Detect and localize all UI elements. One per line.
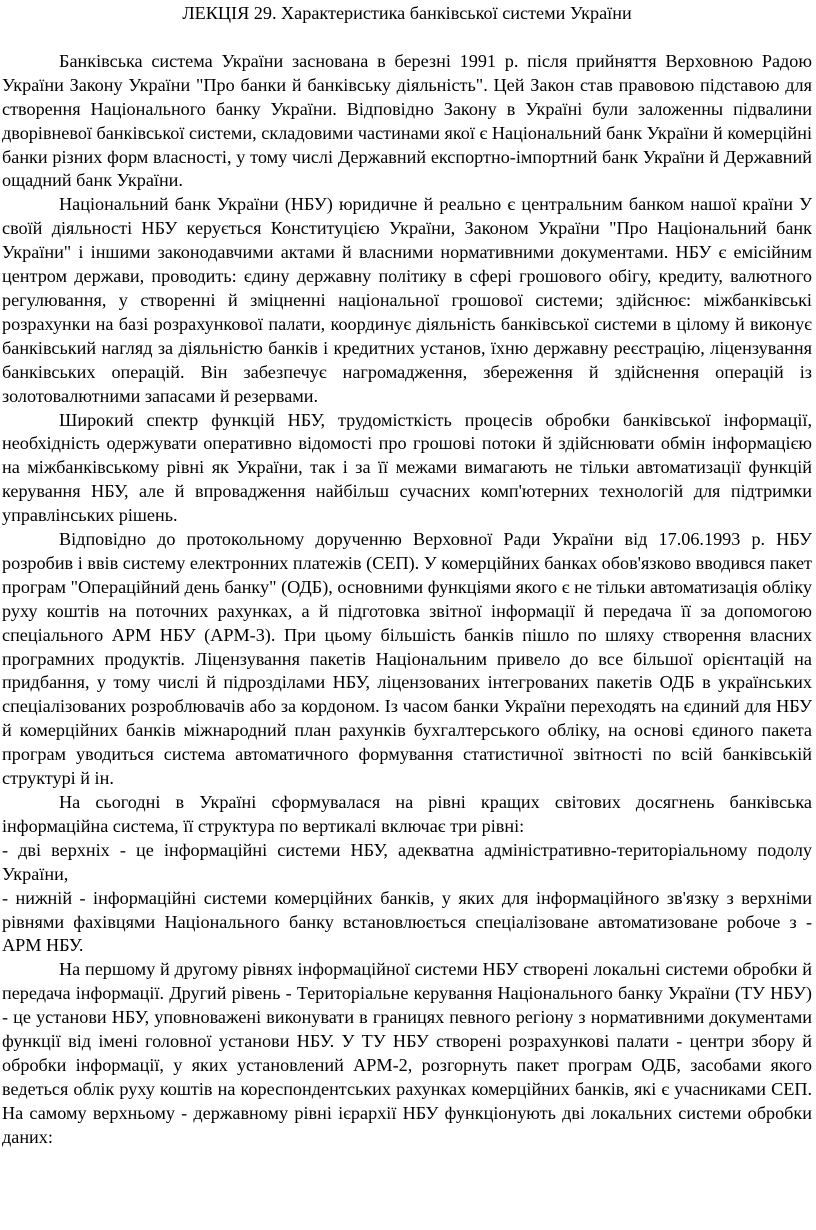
paragraph-sep: Відповідно до протокольному дорученню Верховної Ради України від 17.06.1993 р. НБУ розробив і ввів систему електронних платежів (СЕП). У комерційних банках обов'язково вводився пакет програм "Операційний день банку" (ОДБ), основними функціями якого є не тільки автоматизація обліку руху коштів на поточних рахунках, а й підготовка звітної інформації й передача її за допомогою спеціального АРМ НБУ (АРМ-3). При цьому більшість банків пішло по шляху створення власних програмних продуктів. Ліцензування пакетів Національним привело до все більшої орієнтацій на придбання, у тому числі й підрозділами НБУ, ліцензованих інтегрованих пакетів ОДБ в українських спеціалізованих розроблювачів або за кордоном. Із часом банки України переходять на єдиний для НБУ й комерційних банків міжнародний план рахунків бухгалтерського обліку, на основі єдиного пакета програм уводиться система автоматичного формування статистичної звітності по всій банківській структурі й ін. (2, 529, 812, 789)
paragraph-structure: На сьогодні в Україні сформувалася на рівні кращих світових досягнень банківська інформаційна система, її структура по вертикалі включає три рівні: (2, 792, 812, 836)
paragraph-functions: Широкий спектр функцій НБУ, трудомісткість процесів обробки банківської інформації, необхідність одержувати оперативно відомості про грошові потоки й здійснювати обмін інформацією на міжбанківському рівні як України, так і за її межами вимагають не тільки автоматизації функцій керування НБУ, але й впровадження найбільш сучасних комп'ютерних технологій для підтримки управлінських рішень. (2, 409, 812, 526)
paragraph-intro: Банківська система України заснована в березні 1991 р. після прийняття Верховною Радою України Закону України "Про банки й банківську діяльність". Цей Закон став правовою підставою для створення Національного банку України. Відповідно Закону в Україні були заложенны підвалини дворівневої банківської системи, складовими частинами якої є Національний банк України й комерційні банки різних форм власності, у тому числі Державний експортно-імпортний банк України й Державний ощадний банк України. (2, 50, 812, 191)
list-item-lower-level: - нижній - інформаційні системи комерційних банків, у яких для інформаційного зв'язку з верхніми рівнями фахівцями Національного банку встановлюється спеціалізоване автоматизоване робоче з - АРМ НБУ. (2, 887, 812, 956)
paragraph-nbu-role: Національний банк України (НБУ) юридичне й реально є центральним банком нашої країни У своїй діяльності НБУ керується Конституцією України, Законом України "Про Національний банк України" і іншими законодавчими актами й власними нормативними документами. НБУ є емісійним центром держави, проводить: єдину державну політику в сфері грошового обігу, кредиту, валютного регулювання, у створенні й зміцненні національної грошової системи; здійснює: міжбанківські розрахунки на базі розрахункової палати, координує діяльність банківської системи в цілому й виконує банківський нагляд за діяльністю банків і кредитних установ, їхню державну реєстрацію, ліцензування банківських операцій. Він забезпечує нагромадження, збереження й здійснення операцій із золотовалютними запасами й резервами. (2, 194, 812, 406)
page-title: ЛЕКЦІЯ 29. Характеристика банківської системи України (182, 3, 632, 23)
list-item-upper-levels: - дві верхніх - це інформаційні системи НБУ, адекватна адміністративно-територіальному подолу України, (2, 839, 812, 884)
paragraph-closing: На першому й другому рівнях інформаційної системи НБУ створені локальні системи обробки й передача інформації. Другий рівень - Територіальне керування Національного банку України (ТУ НБУ) - це установи НБУ, уповноважені виконувати в границях певного регіону з нормативними документами функції від імені головної установи НБУ. У ТУ НБУ створені розрахункові палати - центри збору й обробки інформації, у яких установлений АРМ-2, розгорнуть пакет програм ОДБ, засобами якого ведеться облік руху коштів на кореспондентських рахунках комерційних банків, які є учасниками СЕП. На самому верхньому - державному рівні ієрархії НБУ функціонують дві локальних системи обробки даних: (2, 959, 812, 1147)
